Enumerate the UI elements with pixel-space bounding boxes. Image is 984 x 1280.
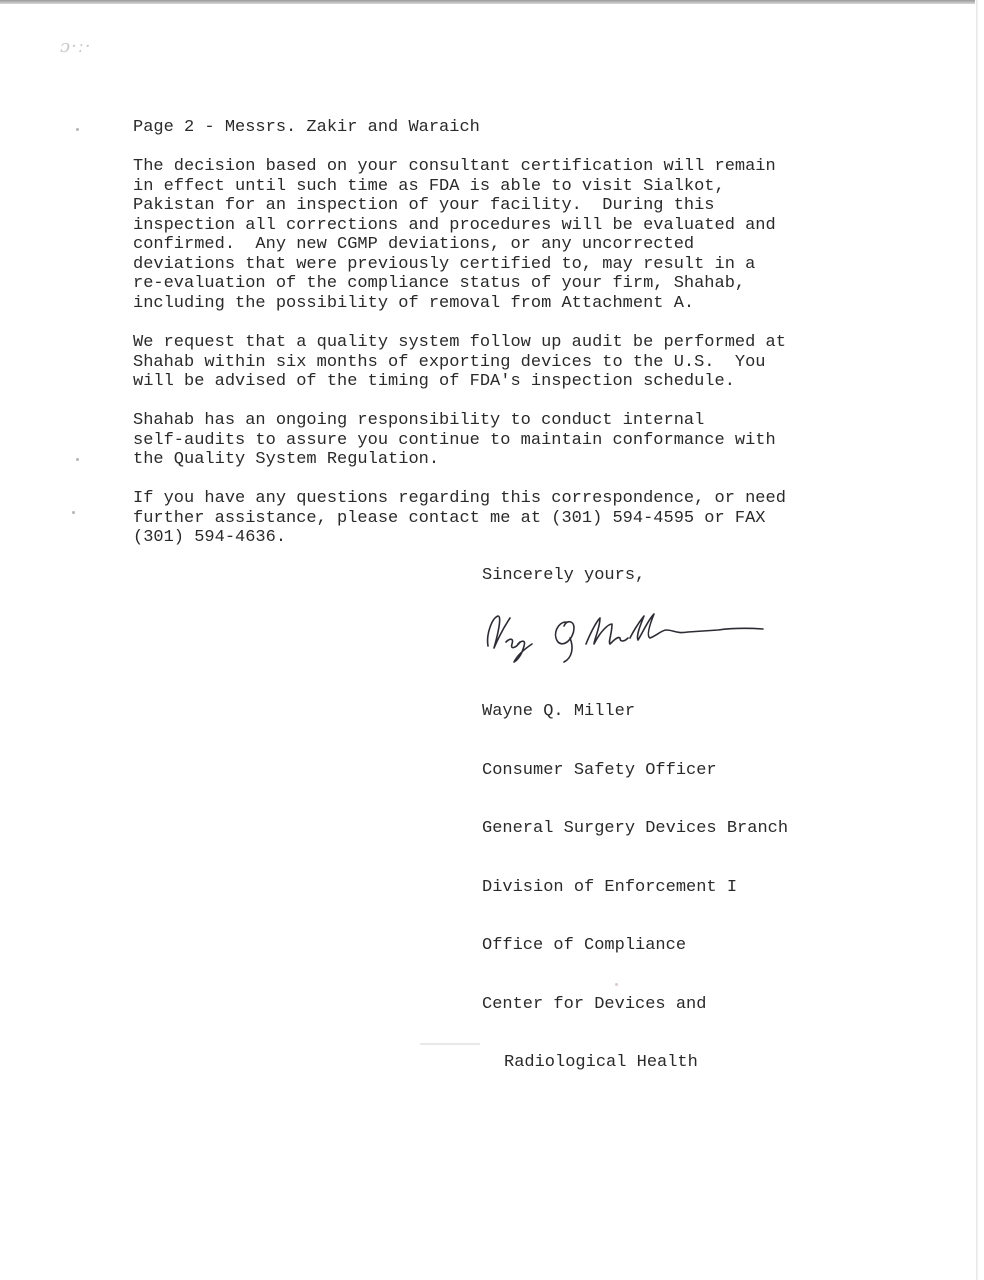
signer-division: Division of Enforcement I <box>482 877 738 897</box>
signature-block <box>482 663 788 1092</box>
signer-name: Wayne Q. Miller <box>482 702 636 721</box>
signer-office: Office of Compliance <box>482 936 687 955</box>
scan-smudge <box>420 1043 480 1045</box>
signer-center-line-2: Radiological Health <box>504 1053 698 1072</box>
faint-corner-mark: ɔ·ː· <box>60 36 92 57</box>
page-edge-right <box>976 0 978 1280</box>
signer-branch: General Surgery Devices Branch <box>482 819 789 838</box>
handwritten-signature-icon <box>478 604 778 664</box>
signer-center-line-1: Center for Devices and <box>482 994 707 1014</box>
letter-paragraph-audit-request: We request that a quality system follow up audit be performed at Shahab within six months of exporting devices to the U.S. You will be advised of the timing of FDA's inspection schedule. <box>133 333 786 391</box>
signer-title: Consumer Safety Officer <box>482 760 717 780</box>
letter-closing: Sincerely yours, <box>482 566 646 585</box>
scan-speck <box>76 128 79 131</box>
scan-speck <box>72 511 75 514</box>
page-edge-shadow <box>0 0 975 4</box>
page-heading: Page 2 - Messrs. Zakir and Waraich <box>133 118 480 137</box>
letter-paragraph-responsibility: Shahab has an ongoing responsibility to conduct internal self-audits to assure you continue to maintain conformance with the Quality System Regulation. <box>133 411 776 469</box>
scan-speck <box>76 458 79 461</box>
letter-paragraph-contact: If you have any questions regarding this correspondence, or need further assistance, please contact me at (301) 594-4595 or FAX (301) 594-4636. <box>133 489 786 547</box>
letter-paragraph-certification: The decision based on your consultant certification will remain in effect until such time as FDA is able to visit Sialkot, Pakistan for an inspection of your facility. During this inspection all corrections and procedures will be evaluated and confirmed. Any new CGMP deviations, or any uncorrected deviations that were previously certified to, may result in a re-evaluation of the compliance status of your firm, Shahab, including the possibility of removal from Attachment A. <box>133 157 776 313</box>
